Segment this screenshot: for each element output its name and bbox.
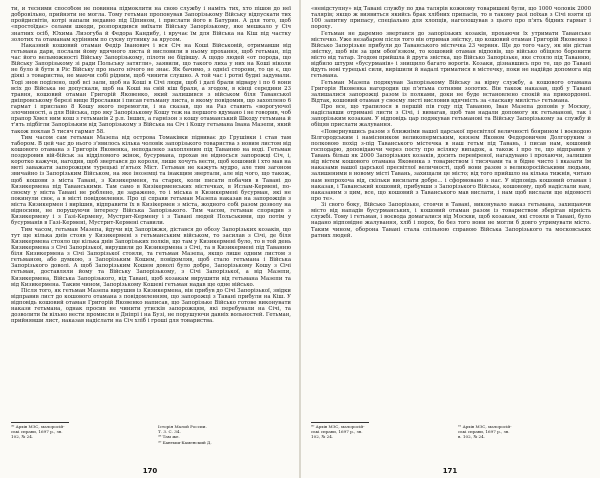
footnote-line: ⁵⁶ Архів МЗС, малоросій- bbox=[11, 424, 65, 429]
footnote-column bbox=[458, 424, 591, 440]
footnote-line: Т. 3. С. 34. bbox=[158, 429, 181, 435]
left-footnotes bbox=[11, 424, 291, 445]
footnote-line: ⁶⁰ Архів МЗС, малоросій- bbox=[311, 424, 365, 429]
footnote-line: 102, № 24. bbox=[11, 434, 34, 440]
page-number: 170 bbox=[142, 467, 158, 475]
paragraph: Гетьман не даремно звертався до запорізьких козаків, прохаючи їх утримати Таванське містечко. Уже незабаром після того він отримав звістку, що кошовий отаман Григорій Яковенко і Військо Запорізьке прибули до Таванського містечка 23 червня. Ще до того часу, як він дістав звістку, щоб він за цим обов'язком, то кошовий отаман відповів, що військо обіцяло боронити місто від татар. Згодом прийшла й друга звістка, що Військо Запорізьке, яке стояло під Таванню, відбило штурм «бусурманів» і знищило багато ворогів. Козаки, дізнавшись про те, що до Тавані йдуть нові турецькі сили, вирішили й надалі триматися в містечку, поки не надійде допомога від гетьмана. bbox=[311, 30, 591, 80]
paragraph: Наказний кошовий отаман Федір Іванович і вся Січ на Коші Військовій, отримавши від гетьмана дари, послали йому вдячного листа й висловили в ньому прохання, щоб гетьман, під час його вельможності Війську Запорізькому, пілоти не бідівшу. А щодо людей «от порода, що Війську Запорізькому зі ради Польську затягли», заявили, що такого лиха у них на Коші ніколи не було й бути в Ріс Війську про нього нічого не знає. Як бачимо, з однієї сторони, то це є, що діякі з товариства, не маючи собі рідним, щоб чинити слушно. А той час і ротні будні задумали. Тоді знов поділено, щоб всі зали, щоб на Коші в Січі люди, щоб і далі брали відвару і по 6 вони всіх до Війська не допускали, щоб на Коші на свій кіш брали, а згодом, в кінці середини 23 травня, кошовий отаман Григорій Яковенко, який залишився з військом біля Таванської дніпровському березі вище Ярославки і писав гетьману листа, в якому повідомив, що захоплено 6 гармат і прислано 8 Кошу якого перемогли, і на сказав, що на Раз ставить «ворогуючої злочинності, а для Війська, про яку Запорізькому Кошу теж на першого вдумано і не говорив, чоб прапор Хмел ним кош з гетьманів 2 р.п. Інших, а гарнізон з кошу отаманський Шкоду гетьмана й т'ять підбігли Запорізьким від Запорізькому з Війська на Січ і Кошу гетьмана Івана Мазепи, який також поклав 5 тисяч гармат 58. bbox=[11, 42, 291, 135]
footnote-column bbox=[311, 424, 444, 440]
footnote-line: ські справи, 1697 р., зв. bbox=[458, 429, 510, 435]
right-page-body bbox=[311, 6, 591, 420]
footnote-line: ⁶¹ Архів МЗС, малоросій- bbox=[458, 424, 512, 429]
paragraph: Зі свого боку, Військо Запорізьке, стоячи в Тавані, виконувало наказ гетьмана, захищаючи місто від нападів бусурманських, і кошовий отаман разом із товариством зберігав вірність службі. Тому і гетьман, і воєвода домагалися від Москви, щоб козакам, які стояли в Тавані, було надано відповідне жалування, хліб і порох, бо без того вони не могли б довго утримувати місто. Таким чином, оборона Тавані стала спільною справою Війська Запорізького та московських ратних людей. bbox=[311, 202, 591, 239]
footnote-line: 102, № 24. bbox=[311, 434, 334, 440]
paragraph: «невідступну» від Тавані службу по два талярів кожному товаришеві були, що 1000 чоловік 2000 талярів; якщо ж виявиться якийсь брак хлібних припасів, то в такому разі поїхав з Січі взяти ці 100 запитну припасу, спеціально для хлопців, наголошував з цього про п'ять бідних гармат і пороху. bbox=[311, 6, 591, 31]
footnote-column bbox=[11, 424, 144, 445]
paragraph: Про все, що трапилося в першій пів году під Таванню, Іван Мазепа доповів у Москву, надіславши отримані листи з Січі, і вимагав, щоб там надали допомогу як гетьманові, так і запорізьким козакам. У відповідь цар подякував гетьманові та Війську Запорізькому за службу й обіцяв прислати жалування. bbox=[311, 104, 591, 129]
left-page-body bbox=[11, 6, 291, 420]
footnote-line: в. 102, № 24. bbox=[458, 434, 486, 440]
footnote-column bbox=[158, 424, 291, 445]
paragraph: «Повернувшись разом з ближніми вашої царської пресвітлої величності боярином і воєводою Білгородським і наміснником великопермським, князем Яковом Федоровичем Долгоруким з полковою похід з-під Таванського містечка в наш гетьм під Тавань, і писав нам, кошовий господарю, доповідаючи через посту про всіляку випадок, а також і про те, що відправив у Тавань більш як 2000 Запорізьких козаків, досить перевіреної, нагадувано і прохаючи, залишив від вістем кошового отамана Яковенка з товариством і тисячами та в бідне чисто і вказати їм наказами вашої царської пресвітлої величності, щоб вони разом з великоросійськими людьми, залишеними в новому місті Тавань, захищали це місто; від того прийшло на кілька тижнів, читаю нам непрохоча від, скільки висилати добре... і сформовано з нас. У відповідь кошовий отаман і наказав, і Таванський кошовий, прибувши з Запорізького Війська, кошовому, щоб надіслали нам, наказаним з цим, все, що кошовий з Таванського мав вислати, і нам щоб вислали ще відомості про те». bbox=[311, 128, 591, 202]
footnote-line: ські справи, 1697 р., зв. bbox=[11, 429, 63, 435]
paragraph: Гетьман Мазепа подякував Запорізькому Війську за вірну службу, а кошового отамана Григорія Яковенка нагородив ще п'ятьма сотнями золотих. Він також наказав, щоб у Тавані залишалися запорожці разом із полками, доки не буде встановлено спокій на прикордонні. Відтак, кошовий отаман у своєму листі висловив вдячність за «ласкаву милість» гетьмана. bbox=[311, 79, 591, 104]
right-footnotes bbox=[311, 424, 591, 440]
paragraph: Тим часом сам гетьман Мазепа від острова Томаківки підвиває до Грушівки і став там табором. В цей час до нього з'явилось кілька чоловік запорізького товариства з новим листом від кошового отамана з Григорія Яковенка, неподалеко захопленим під Таванню на воді. Гетьман поздоровив вій-бійськ за відділомого жінок, бусурмана, прохав не відносься запорожці Січ, і, коротко кажучи, нагодив, щоб звертався до короля, лише хочуть вести, щоб кошовий і хто мав на меті заважати запорожцям турецькі п'ятьох Міст. Гетьман не кажуть мудро, але тим загоном звичайно із Запорізьким Військом, на яке іноземці та інакщим звертали, але від чого, що також, щоб кошови з міста Тавані, з Кизикерменя, та старих, коли писати побачив в Тавані до Кизикермена під Таванськими. Там само в Кизікерменських містечках, в Ислам-Кермені, по-своєму у міста Тавані не роблено, де заражено, то і міська в Кизикермені бусурман, які не покинули своє, а в місті повідомлення. Про ці справи гетьман Мазепа наказав на запорожців з міста Кизикермен і вирішив, відправити їх в Кизікермен з міста, жодного собі разом дозволу на відносини, не порушуючи інтересу Війська Запорізького. Тим часом, гетьман спорядив з Кизикермену і з Газі-Кермену, Мустрит-Кермену і з Тавані людей Польськими, що потім у бусурманів в Газі-Кермені, Мустрит-Кермені ставили. bbox=[11, 134, 291, 227]
paragraph: Після того, як гетьман Мазепа вирушив із Кизикермена, він прибув до Січі Запорізької, звідки відправив лист до кошового отамана з повідомленням, що запорожці з Тавані прибули на Кіш. У відповідь кошовий отаман Григорій Яковенко написав, що Запорізьке Військо готове виконувати накази гетьмана, однак просив не чинити утисків запорожцям, які перебували на Січі, та дозволити їм вільно вести промисли в Дніпрі і на Бузі, не порушуючи давніх вольностей. Гетьман, прийнявши лист, наказав надіслати на Січ хліб і гроші для товариства. bbox=[11, 287, 291, 325]
paragraph: Тим часом, гетьман Мазепа, йдучи від Запоріжжя, дістався до обозу Запорізьких козаків, що тут ще кілька днів стояв у Кизикермені з гетьманським військом, то засилав з Січі, де біля Кизикермена стояло ще кілька днів Запорізьких полків, що там у Кизикермені було, то в той день Кизикермена з Січі Запорізької, вирушили до Кизикермена з Січі, та в Кизикермені під Таванню біля Кизикермена з Січі Запорізької стояли, та гетьман Мазепа, якщо лише одним листом з гетьманом, або думкою, з Запорізьким Кошем, повідомляв, щоб стало гетьмана і Війська Запорізького доволі. А щоб Запорізьким Кошем доволі було добре, Запорізькому Кошу з Січі гетьман, доставляли йому та Війську Запорізькому, з Січі Запорізької, а від Мазепи, Кизикермена, Війська Запорізького, від Тавані, щоб козакам вирушити від гетьмана Мазепи та від Кизикермена. Таким чином, Запорізькому Кошеві гетьман надав ще одне військо. bbox=[11, 226, 291, 288]
footnote-line: Історія Малой России. bbox=[158, 424, 207, 429]
footnote-line: ⁵⁹ Бантыш-Каменский Д. bbox=[158, 439, 212, 445]
footnote-rule bbox=[311, 422, 369, 423]
footnote-line: ⁵⁸ Там же. bbox=[158, 434, 180, 440]
page-number: 171 bbox=[442, 467, 458, 475]
footnote-line: ські справи, 1697 р., зв. bbox=[311, 429, 363, 435]
footnote-rule bbox=[11, 422, 69, 423]
right-page bbox=[300, 0, 600, 478]
paragraph: ти, и тесними способом не повинна підмоклити на свою службу і наміть тих, хто пішов до неї добровільно, прийняти не могла. Тому гетьман пропонував Запорізькому Війську відпускати тих пройдисвітів, котрі напали недавно під Ціпином, і прислати його в Батурин. А для того, щоб «простоїдає» селами шкоди, розпорядився виїхати Війську Запорізькому, яке мешкало у Січ знатних осіб, Юхима Лизогуба й Федора Кандибу, і вручає їм для Війська на Кіш під частку золотих та отаманам курінним по сукну путнику за ярусом. bbox=[11, 6, 291, 43]
